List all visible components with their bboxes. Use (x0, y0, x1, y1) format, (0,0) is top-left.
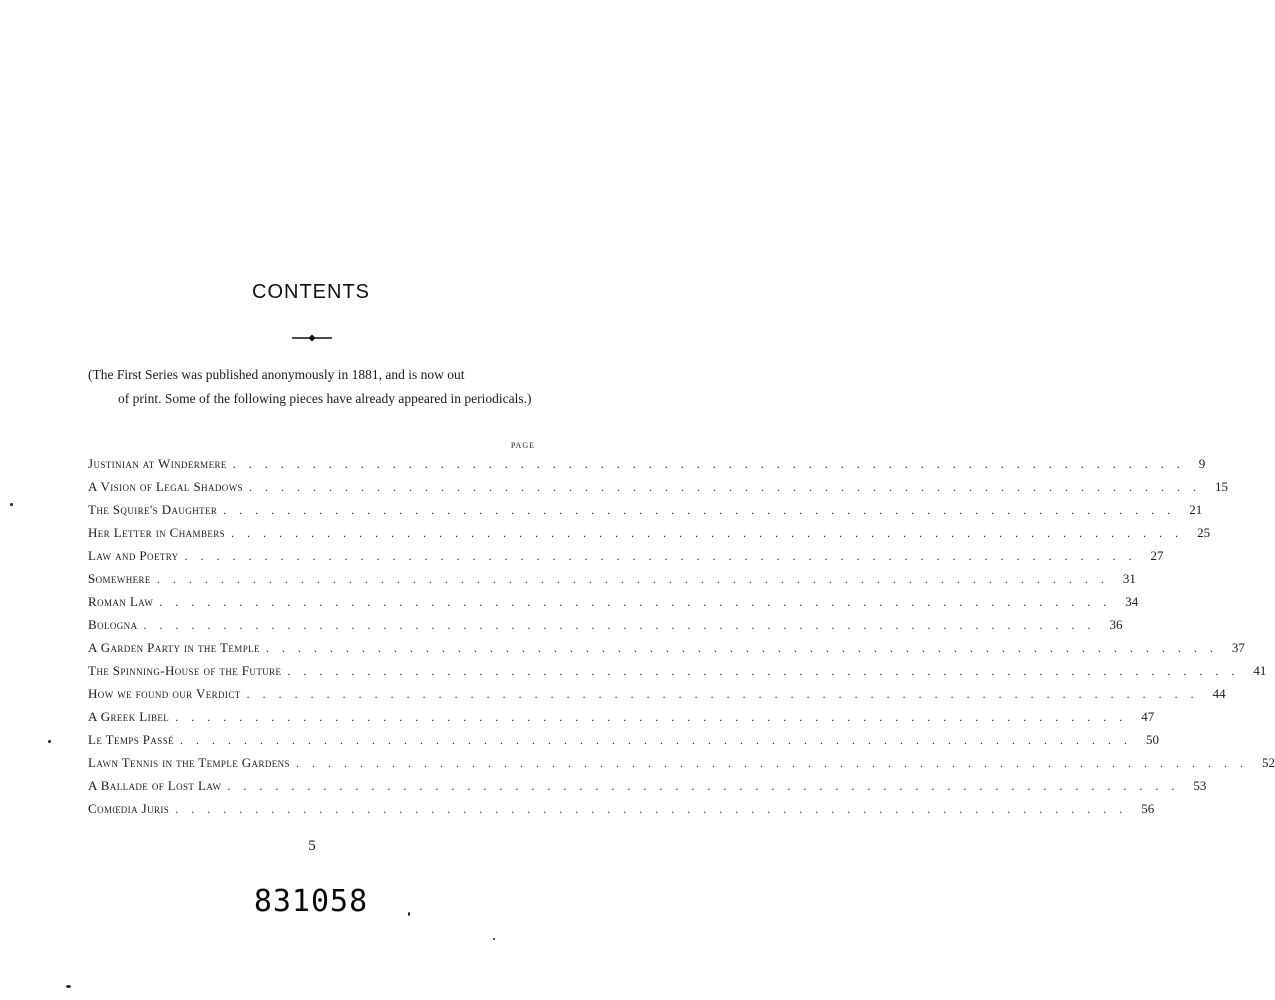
ink-speck (493, 938, 495, 940)
toc-entry-title: The Squire's Daughter (88, 502, 218, 517)
dot-leader: ............................................................ (159, 595, 1120, 609)
dot-leader: ............................................................ (287, 664, 1248, 678)
toc-entry-title: How we found our Verdict (88, 686, 241, 701)
toc-entry (88, 617, 1123, 640)
toc-entry-page: 52 (1261, 755, 1275, 770)
toc-entry (88, 663, 1267, 686)
toc-entry (88, 801, 1155, 824)
ink-speck (48, 740, 51, 743)
toc-entry-title: A Garden Party in the Temple (88, 640, 260, 655)
toc-entry (88, 502, 1203, 525)
toc-entry-title: Bologna (88, 617, 138, 632)
toc-entry-title: Her Letter in Chambers (88, 525, 226, 540)
dot-leader: ............................................................ (227, 779, 1188, 793)
toc-entry-page: 56 (1141, 801, 1155, 816)
toc-entry-page: 44 (1212, 686, 1226, 701)
dot-leader: ............................................................ (295, 756, 1256, 770)
note-continuation: of print. Some of the following pieces have already appeared in periodicals.) (118, 391, 532, 406)
dot-leader: ............................................................ (265, 641, 1226, 655)
ink-speck (66, 985, 71, 988)
toc-entry-title: Roman Law (88, 594, 154, 609)
dot-leader: ............................................................ (232, 457, 1193, 471)
title-ornament (292, 333, 332, 343)
dot-leader: ............................................................ (231, 526, 1192, 540)
toc-entry-page: 21 (1189, 502, 1203, 517)
dot-leader: ............................................................ (175, 802, 1136, 816)
toc-entry-title: Somewhere (88, 571, 151, 586)
toc-entry-page: 34 (1125, 594, 1139, 609)
toc-entry-page: 41 (1253, 663, 1267, 678)
toc-entry (88, 640, 1245, 663)
toc-entry-page: 15 (1215, 479, 1228, 494)
toc-entry-title: A Vision of Legal Shadows (88, 479, 243, 494)
toc-entry-title: The Spinning-House of the Future (88, 663, 282, 678)
toc-entry (88, 686, 1226, 709)
page-column-heading: PAGE (510, 441, 535, 450)
dot-leader: ............................................................ (184, 549, 1145, 563)
toc-entry-title: A Ballade of Lost Law (88, 778, 222, 793)
page-number: 5 (308, 838, 316, 854)
toc-entry-page: 25 (1197, 525, 1211, 540)
toc-entry-title: Lawn Tennis in the Temple Gardens (88, 755, 290, 770)
toc-entry-title: Le Temps Passé (88, 732, 174, 747)
toc-entry (88, 479, 1228, 502)
toc-entry (88, 456, 1206, 479)
toc-entry-page: 9 (1198, 456, 1206, 471)
toc-entry (88, 548, 1164, 571)
toc-entry-title: Justinian at Windermere (88, 456, 227, 471)
toc-entry-page: 50 (1146, 732, 1159, 747)
toc-entry-page: 31 (1122, 571, 1136, 586)
toc-entry (88, 709, 1155, 732)
toc-entry-page: 37 (1231, 640, 1245, 655)
toc-entry-title: Law and Poetry (88, 548, 179, 563)
toc-entry (88, 732, 1159, 755)
toc-entry (88, 778, 1207, 801)
dot-leader: ............................................................ (143, 618, 1104, 632)
toc-entry-title: A Greek Libel (88, 709, 170, 724)
dot-leader: ............................................................ (249, 480, 1209, 494)
contents-list (88, 456, 1275, 824)
toc-entry-page: 36 (1109, 617, 1123, 632)
ink-speck (10, 503, 13, 506)
toc-entry (88, 525, 1211, 548)
toc-entry (88, 755, 1275, 778)
dot-leader: ............................................................ (180, 733, 1140, 747)
toc-entry-page: 27 (1150, 548, 1164, 563)
note-first-line: (The First Series was published anonymously in 1881, and is now out (88, 367, 465, 382)
ink-speck (408, 912, 410, 916)
toc-entry-title: Comœdia Juris (88, 801, 170, 816)
library-stamp-number: 831058 (253, 884, 369, 919)
publication-note (88, 363, 536, 411)
dot-leader: ............................................................ (156, 572, 1117, 586)
page-title: CONTENTS (252, 281, 370, 303)
toc-entry (88, 571, 1136, 594)
toc-entry-page: 47 (1141, 709, 1155, 724)
toc-entry (88, 594, 1139, 617)
dot-leader: ............................................................ (223, 503, 1184, 517)
toc-entry-page: 53 (1193, 778, 1207, 793)
dot-leader: ............................................................ (246, 687, 1207, 701)
dot-leader: ............................................................ (175, 710, 1136, 724)
